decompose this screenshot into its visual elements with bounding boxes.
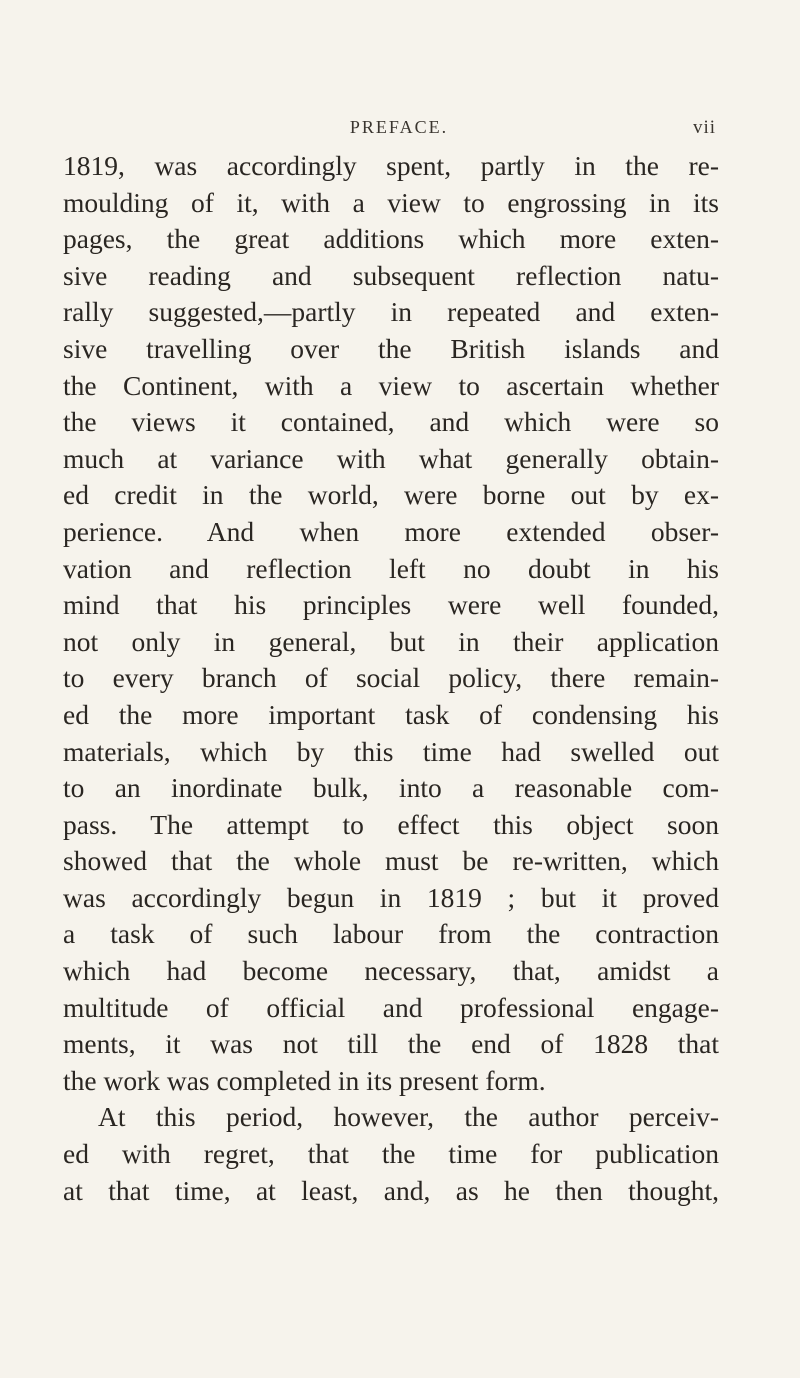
- text-line: pages, the great additions which more exten-: [63, 223, 719, 255]
- text-line: pass. The attempt to effect this object soon: [63, 808, 719, 840]
- text-line: at that time, at least, and, as he then thought,: [63, 1174, 719, 1206]
- text-line: ments, it was not till the end of 1828 that: [63, 1028, 719, 1060]
- text-line: At this period, however, the author perceiv-: [98, 1101, 719, 1133]
- text-line: to every branch of social policy, there remain-: [63, 662, 719, 694]
- text-line: the work was completed in its present form.: [63, 1064, 546, 1096]
- body-text: [63, 148, 719, 1209]
- text-line: sive travelling over the British islands and: [63, 332, 719, 364]
- text-line: much at variance with what generally obtain-: [63, 442, 719, 474]
- text-line: the views it contained, and which were so: [63, 406, 719, 438]
- text-line: 1819, was accordingly spent, partly in the re-: [63, 150, 719, 181]
- text-line: sive reading and subsequent reflection natu-: [63, 259, 719, 291]
- text-line: not only in general, but in their application: [63, 625, 719, 657]
- running-head-title: PREFACE.: [349, 117, 449, 137]
- text-line: perience. And when more extended obser-: [63, 515, 719, 547]
- text-line: a task of such labour from the contraction: [63, 918, 719, 950]
- text-line: to an inordinate bulk, into a reasonable com-: [63, 772, 719, 804]
- running-head: [82, 117, 716, 141]
- text-line: which had become necessary, that, amidst a: [63, 955, 719, 987]
- text-line: the Continent, with a view to ascertain whether: [63, 369, 719, 401]
- text-line: rally suggested,—partly in repeated and exten-: [63, 296, 719, 328]
- text-line: vation and reflection left no doubt in his: [63, 552, 719, 584]
- page-number: vii: [692, 117, 716, 138]
- text-line: was accordingly begun in 1819 ; but it proved: [63, 881, 719, 913]
- text-line: ed credit in the world, were borne out by ex-: [63, 479, 719, 511]
- text-line: showed that the whole must be re-written, which: [63, 845, 719, 877]
- text-line: ed with regret, that the time for publication: [63, 1138, 719, 1170]
- text-line: materials, which by this time had swelled out: [63, 735, 719, 767]
- text-line: multitude of official and professional engage-: [63, 991, 719, 1023]
- text-line: mind that his principles were well founded,: [63, 589, 719, 621]
- text-line: moulding of it, with a view to engrossing in its: [63, 186, 719, 218]
- text-line: ed the more important task of condensing his: [63, 698, 719, 730]
